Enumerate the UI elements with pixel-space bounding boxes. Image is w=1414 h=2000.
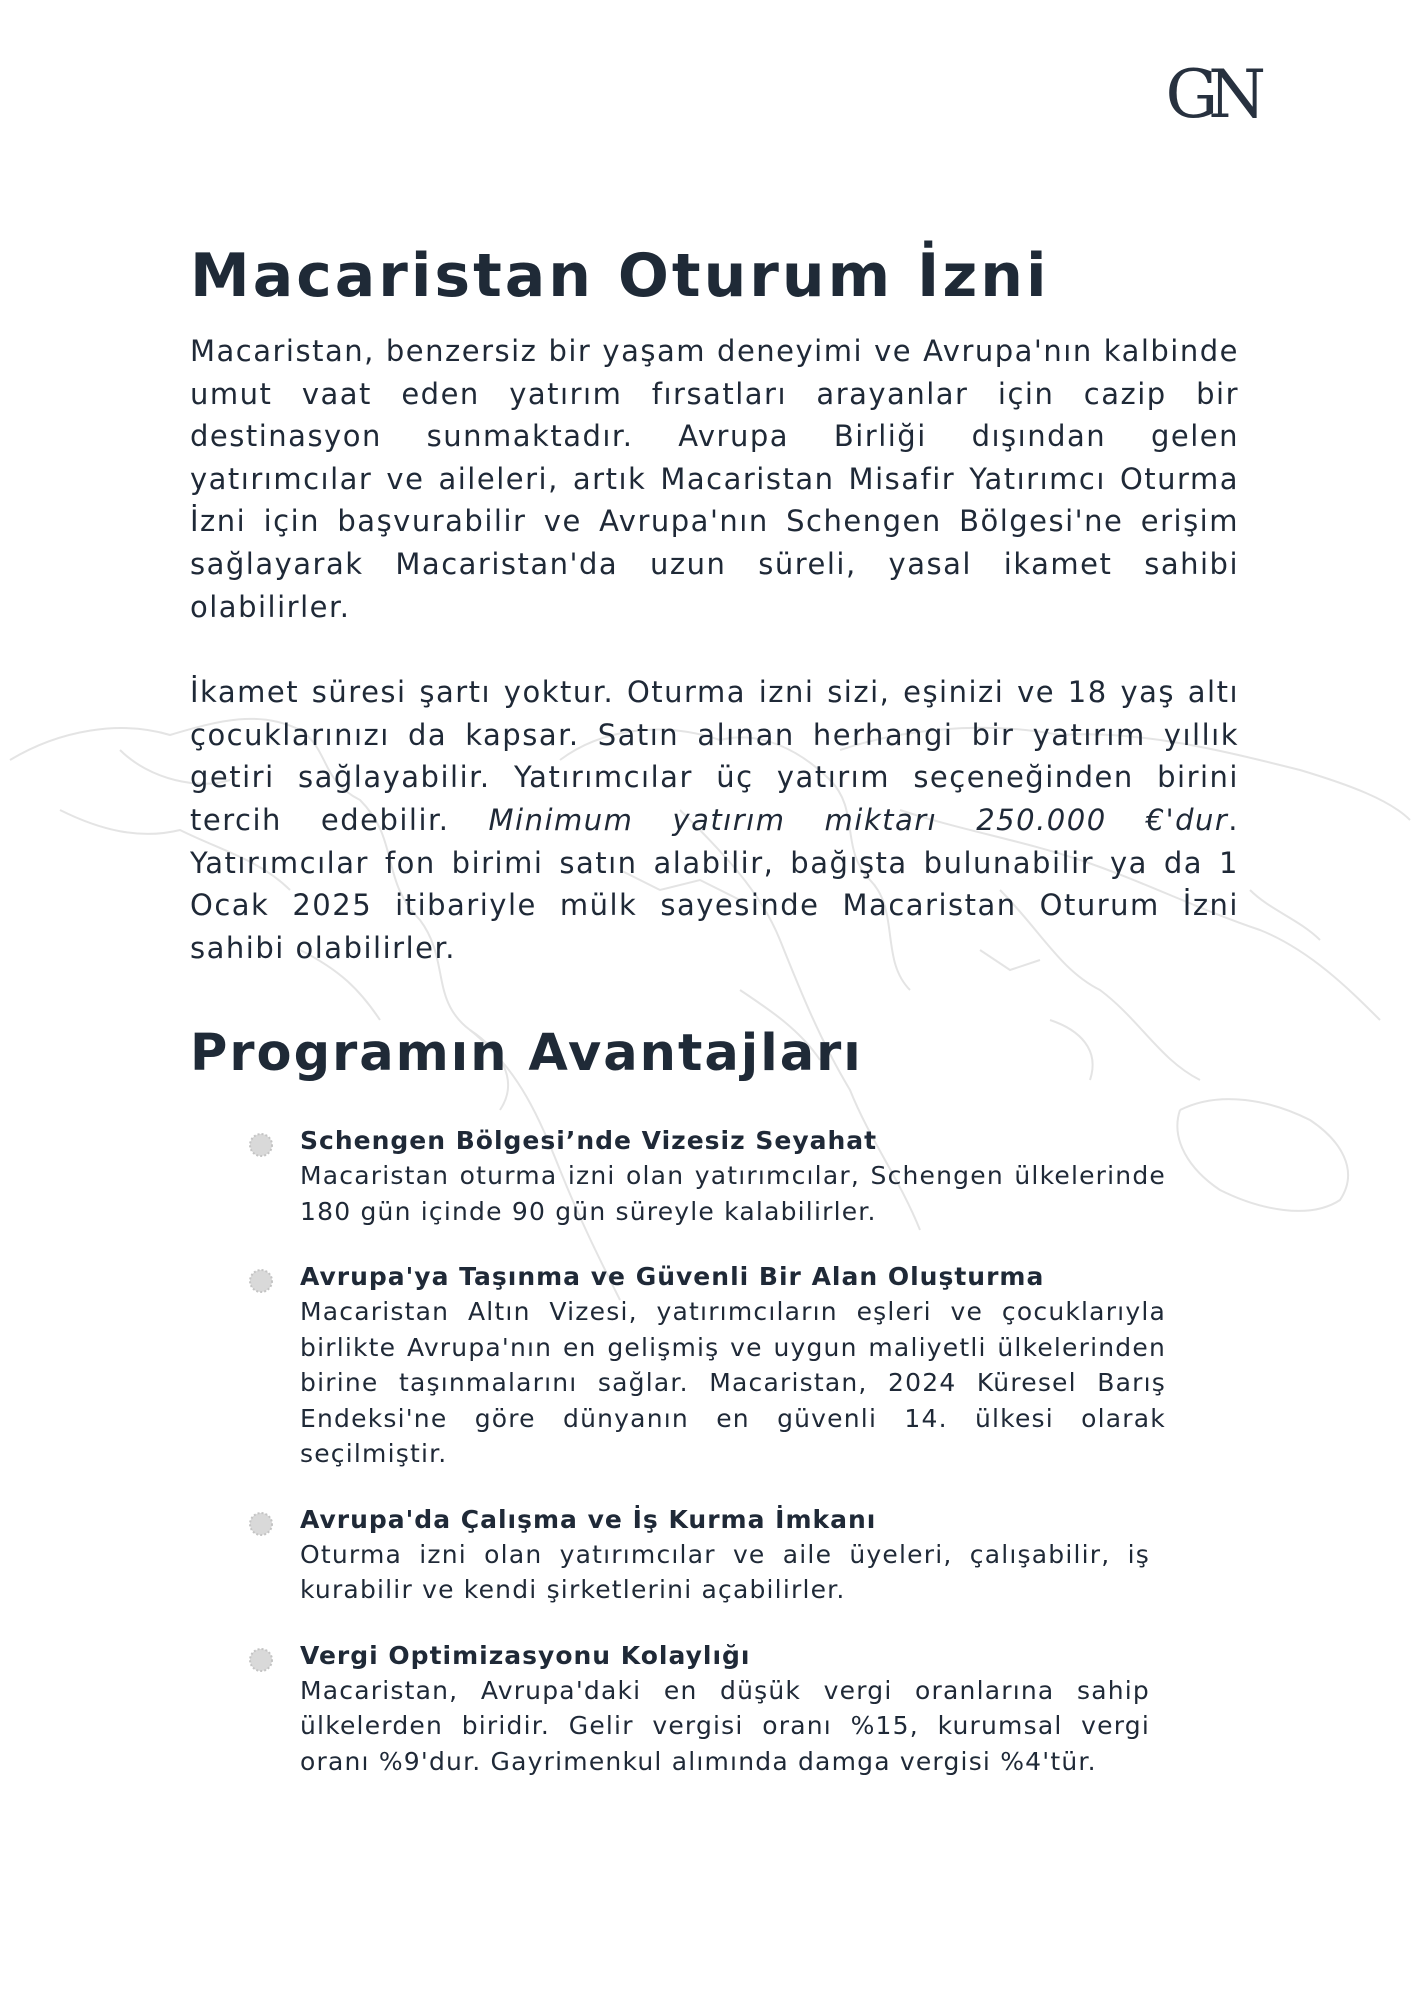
bullet-icon <box>247 1646 275 1674</box>
benefit-title: Avrupa'ya Taşınma ve Güvenli Bir Alan Oluşturma <box>300 1262 1045 1292</box>
bullet-icon <box>247 1510 275 1538</box>
benefit-title: Schengen Bölgesi’nde Vizesiz Seyahat <box>300 1126 878 1156</box>
document-content <box>190 236 1239 1809</box>
benefit-item <box>190 1259 1239 1472</box>
benefit-text: Macaristan oturma izni olan yatırımcılar, Schengen ülkelerinde 180 gün içinde 90 gün süreyle kalabilirler. <box>300 1161 1166 1226</box>
benefit-title: Vergi Optimizasyonu Kolaylığı <box>300 1640 751 1670</box>
benefits-list <box>190 1123 1239 1779</box>
gn-logo: GN <box>1165 56 1256 133</box>
section-title: Programın Avantajları <box>190 1024 863 1084</box>
intro-paragraph: Macaristan, benzersiz bir yaşam deneyimi ve Avrupa'nın kalbinde umut vaat eden yatırım fırsatları arayanlar için cazip bir destinasyon sunmaktadır. Avrupa Birliği dışından gelen yatırımcılar ve aileleri, artık Macaristan Misafir Yatırımcı Oturma İzni için başvurabilir ve Avrupa'nın Schengen Bölgesi'ne erişim sağlayarak Macaristan'da uzun süreli, yasal ikamet sahibi olabilirler. <box>190 334 1239 624</box>
residence-text-end: . Yatırımcılar fon birimi satın alabilir, bağışta bulunabilir ya da 1 Ocak 2025 itibariyle mülk sayesinde Macaristan Oturum İzni sahibi olabilirler. <box>190 802 1240 965</box>
benefit-item <box>190 1638 1239 1780</box>
bullet-icon <box>247 1267 275 1295</box>
benefit-text: Oturma izni olan yatırımcılar ve aile üyeleri, çalışabilir, iş kurabilir ve kendi şirketlerini açabilirler. <box>300 1539 1150 1605</box>
residence-paragraph <box>190 671 1239 969</box>
benefit-text: Macaristan Altın Vizesi, yatırımcıların eşleri ve çocuklarıyla birlikte Avrupa'nın en gelişmiş ve uygun maliyetli ülkelerinden birine taşınmalarını sağlar. Macaristan, 2024 Küresel Barış Endeksi'ne göre dünyanın en güvenli 14. ülkesi olarak seçilmiştir. <box>300 1297 1166 1469</box>
bullet-icon <box>247 1131 275 1159</box>
benefit-item <box>190 1123 1239 1229</box>
page-title: Macaristan Oturum İzni <box>190 241 1050 311</box>
benefit-item <box>190 1502 1239 1608</box>
residence-text-start: İkamet süresi şartı yoktur. Oturma izni sizi, eşinizi ve 18 yaş altı çocuklarınızı da kapsar. Satın alınan herhangi bir yatırım yıllık getiri sağlayabilir. Yatırımcılar üç yatırım seçeneğinden birini tercih edebilir. <box>190 675 1239 837</box>
minimum-investment-note: Minimum yatırım miktarı 250.000 €'dur <box>488 802 1229 837</box>
benefit-text: Macaristan, Avrupa'daki en düşük vergi oranlarına sahip ülkelerden biridir. Gelir vergisi oranı %15, kurumsal vergi oranı %9'dur. Gayrimenkul alımında damga vergisi %4'tür. <box>300 1675 1150 1776</box>
benefit-title: Avrupa'da Çalışma ve İş Kurma İmkanı <box>300 1504 877 1534</box>
